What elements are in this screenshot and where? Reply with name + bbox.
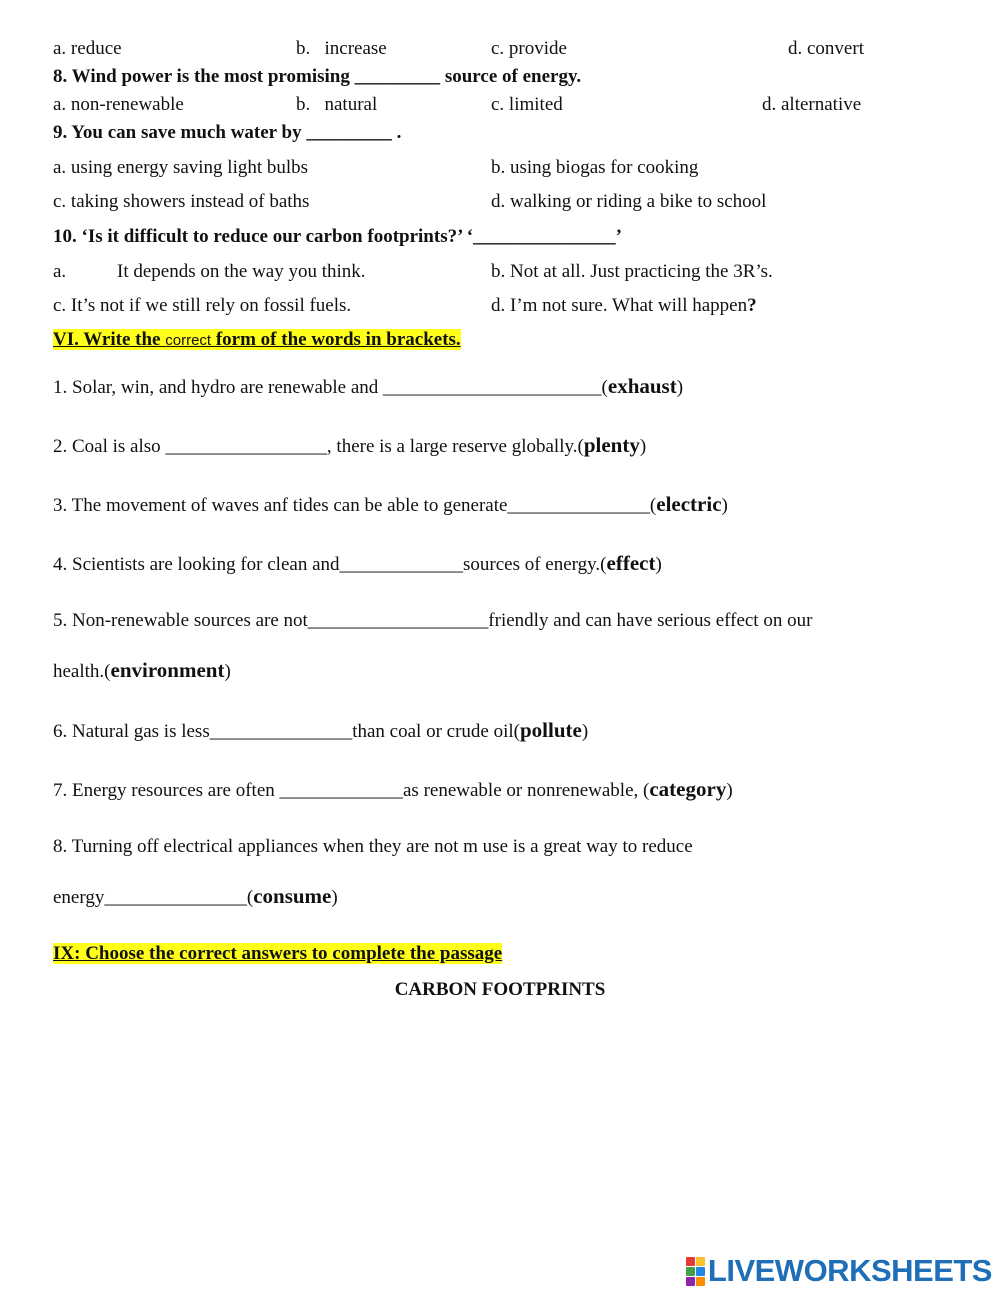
q9-options-row1	[53, 155, 940, 181]
vi-item-text: 6. Natural gas is less_______________than coal or crude oil(	[53, 721, 520, 742]
q9-option-d[interactable]: d. walking or riding a bike to school	[491, 191, 767, 212]
vi-item-text: 5. Non-renewable sources are not___________________friendly and can have serious effect on our	[53, 610, 813, 631]
q7-option-a[interactable]: a. reduce	[53, 38, 122, 59]
q8-option-a[interactable]: a. non-renewable	[53, 94, 184, 115]
vi-item-2	[53, 432, 940, 458]
q10-option-b[interactable]: b. Not at all. Just practicing the 3R’s.	[491, 261, 773, 282]
q9-question: 9. You can save much water by _________ .	[53, 122, 402, 143]
vi-item-word: category	[649, 777, 727, 801]
vi-item-7	[53, 776, 940, 802]
vi-item-close: )	[655, 554, 662, 575]
section-vi-text-2: correct	[165, 332, 212, 349]
q10-option-d[interactable]	[491, 293, 757, 319]
q8-option-c[interactable]: c. limited	[491, 94, 563, 115]
q7-options	[53, 36, 940, 62]
vi-item-text: 3. The movement of waves anf tides can be able to generate_______________(	[53, 495, 657, 516]
passage-title: CARBON FOOTPRINTS	[394, 979, 606, 1000]
vi-item-8-continued	[53, 883, 940, 909]
vi-item-3	[53, 491, 940, 517]
vi-item-word: pollute	[519, 718, 582, 742]
q10-option-c[interactable]: c. It’s not if we still rely on fossil fuels.	[53, 295, 352, 316]
q8-question: 8. Wind power is the most promising _________ source of energy.	[53, 66, 582, 87]
vi-item-text: 4. Scientists are looking for clean and_____________sources of energy.(	[53, 554, 607, 575]
q10-option-a-letter: a.	[53, 261, 67, 282]
q8-option-d[interactable]: d. alternative	[762, 94, 862, 115]
q8-options	[53, 92, 940, 118]
section-vi-highlight	[53, 329, 461, 350]
q8-option-b[interactable]: b. natural	[296, 94, 378, 115]
vi-item-text: 7. Energy resources are often _____________as renewable or nonrenewable, (	[53, 780, 650, 801]
vi-item-8	[53, 834, 940, 860]
vi-item-word: environment	[110, 658, 225, 682]
q7-option-d[interactable]: d. convert	[788, 38, 864, 59]
q10-option-d-text: d. I’m not sure. What will happen	[491, 295, 748, 316]
vi-item-close: )	[676, 377, 684, 398]
q7-option-b[interactable]: b. increase	[296, 38, 387, 59]
q9-option-c[interactable]: c. taking showers instead of baths	[53, 191, 310, 212]
vi-item-close: )	[639, 436, 647, 457]
vi-item-text: 1. Solar, win, and hydro are renewable and _______________________(	[53, 377, 608, 398]
q10-options-row2	[53, 293, 940, 319]
vi-item-close: )	[721, 495, 728, 516]
q9-option-a[interactable]: a. using energy saving light bulbs	[53, 157, 309, 178]
vi-item-4	[53, 550, 940, 576]
q7-option-c[interactable]: c. provide	[491, 38, 567, 59]
q9-option-b[interactable]: b. using biogas for cooking	[491, 157, 699, 178]
q10-question: 10. ‘Is it difficult to reduce our carbon footprints?’ ‘_______________’	[53, 226, 622, 247]
logo-mark-icon	[686, 1257, 705, 1286]
vi-item-word: effect	[606, 551, 656, 575]
section-vi-text-3: form of the words in brackets.	[211, 329, 461, 350]
vi-item-1	[53, 373, 940, 399]
vi-item-5-continued	[53, 657, 940, 683]
vi-item-word: electric	[656, 492, 722, 516]
vi-item-5	[53, 608, 940, 634]
vi-item-close: )	[581, 721, 589, 742]
vi-item-word: consume	[253, 884, 332, 908]
q9-options-row2	[53, 189, 940, 215]
q10-option-a[interactable]: It depends on the way you think.	[117, 261, 366, 282]
vi-item-word: plenty	[583, 433, 640, 457]
section-vi-text-1: VI. Write the	[53, 329, 166, 350]
vi-item-text: 8. Turning off electrical appliances when they are not m use is a great way to reduce	[53, 836, 693, 857]
vi-item-text: 2. Coal is also _________________, there is a large reserve globally.(	[53, 436, 584, 457]
q10-options-row1	[53, 259, 940, 285]
vi-item-close: )	[224, 661, 231, 682]
section-vi-heading	[53, 327, 940, 353]
vi-item-word: exhaust	[607, 374, 677, 398]
vi-item-6	[53, 717, 940, 743]
section-ix-heading	[53, 941, 940, 967]
q10-option-d-mark: ?	[747, 295, 757, 316]
section-ix-highlight: IX: Choose the correct answers to complete the passage	[53, 943, 503, 964]
vi-item-close: )	[726, 780, 733, 801]
vi-item-close: )	[331, 887, 338, 908]
vi-item-text: health.(	[53, 661, 111, 682]
liveworksheets-logo	[686, 1254, 992, 1288]
logo-text: LIVEWORKSHEETS	[707, 1253, 992, 1288]
vi-item-text: energy_______________(	[53, 887, 254, 908]
